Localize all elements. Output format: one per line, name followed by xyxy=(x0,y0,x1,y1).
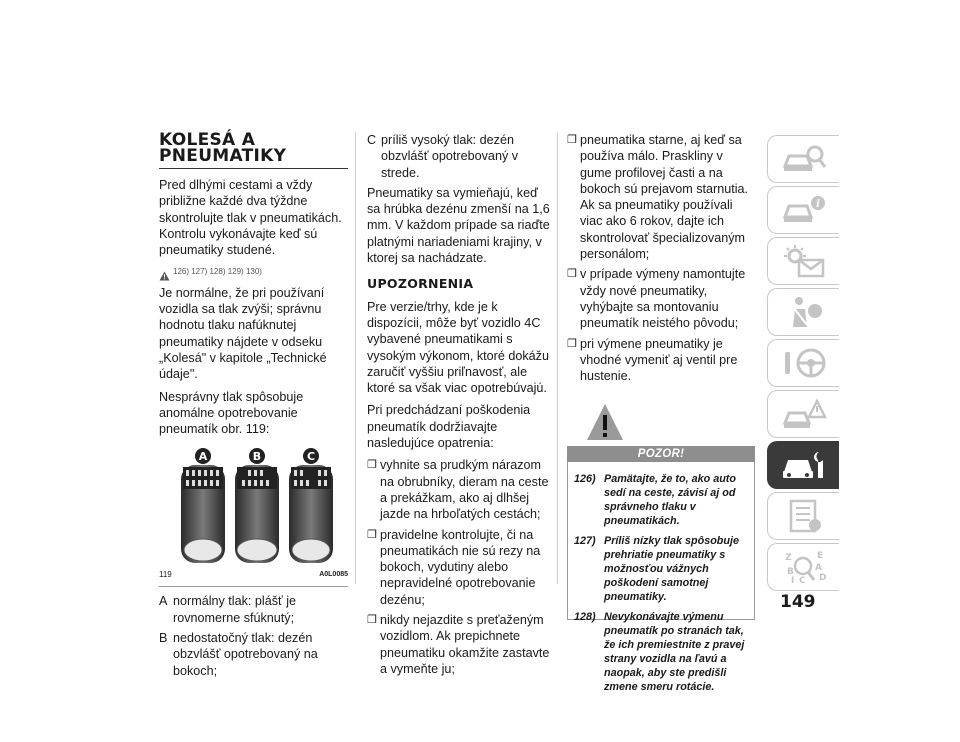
chapter-tab-warning-lights[interactable] xyxy=(767,237,839,285)
warning-box xyxy=(567,462,755,694)
warning-item-text: Nevykonávajte výmenu pneumatík po stranách tak, že ich premiestnite z pravej strany vozidla na ľavú a naopak, aby ste predišli zmene smeru rotácie. xyxy=(604,611,745,694)
chapter-tab-maintenance[interactable] xyxy=(767,441,839,489)
tire-wear-figure xyxy=(159,447,348,587)
checkbox-bullet-icon: ❐ xyxy=(367,614,377,627)
seatbelt-airbag-icon xyxy=(781,295,827,329)
bullet-item xyxy=(567,132,755,262)
bullet-text: vyhnite sa prudkým nárazom na obrubníky, dieram na ceste a prekážkam, ako aj dlhšej jazde na hrboľatých cestách; xyxy=(380,458,549,522)
section-title xyxy=(159,132,348,164)
section-title-line-2: PNEUMATIKY xyxy=(159,146,287,166)
bullet-text: nikdy nejazdite s preťaženým vozidlom. Ak prepichnete pneumatiku okamžite zastavte a vymeňte ju; xyxy=(380,613,550,676)
warning-item-number: 127) xyxy=(574,535,596,548)
bullet-item xyxy=(367,527,552,608)
list-item-text: príliš vysoký tlak: dezén obzvlášť opotrebovaný v strede. xyxy=(381,133,519,180)
figure-code: A0L0085 xyxy=(319,571,348,579)
figure-number: 119 xyxy=(159,570,172,580)
replacement-paragraph: Pneumatiky sa vymieňajú, keď sa hrúbka dezénu zmenší na 1,6 mm. V každom prípade sa riaďte platnými nariadeniami krajiny, v ktorej sa nachádzate. xyxy=(367,185,550,266)
warning-item-number: 126) xyxy=(574,473,596,486)
warning-item-number: 128) xyxy=(574,611,596,624)
bullet-text: pravidelne kontrolujte, či na pneumatikách nie sú rezy na bokoch, vydutiny alebo nepravidelné opotrebovanie dezénu; xyxy=(380,527,541,607)
car-wrench-icon xyxy=(781,448,827,482)
svg-text:B: B xyxy=(786,567,794,577)
checkbox-bullet-icon: ❐ xyxy=(367,528,377,541)
tire-a xyxy=(181,465,225,563)
tire-wear-illustration xyxy=(159,447,348,575)
list-item-text: normálny tlak: plášť je rovnomerne sfúknutý; xyxy=(173,594,297,625)
svg-text:i: i xyxy=(815,199,820,210)
list-item xyxy=(159,630,348,679)
tire-b xyxy=(235,465,279,563)
bullet-text: pneumatika starne, aj keď sa používa málo. Praskliny v gume profilovej časti a na bokoch sú prejavom starnutia. Ak sa pneumatiky používali viac ako 6 rokov, dajte ich skontrolovať špecializovaným personálom; xyxy=(580,133,749,262)
chapter-tab-emergency[interactable] xyxy=(767,390,839,438)
car-info-icon xyxy=(781,193,827,227)
list-item-marker: B xyxy=(159,631,168,646)
wear-paragraph: Nesprávny tlak spôsobuje anomálne opotrebovanie pneumatík obr. 119: xyxy=(159,389,304,437)
chapter-tab-starting-driving[interactable] xyxy=(767,339,839,387)
reference-numbers: 126) 127) 128) 129) 130) xyxy=(173,267,262,277)
svg-text:A: A xyxy=(814,563,822,573)
chapter-tab-instruments[interactable] xyxy=(767,186,839,234)
tire-label-a: A xyxy=(198,450,208,464)
svg-text:I: I xyxy=(790,576,794,584)
column-2 xyxy=(367,132,552,681)
warning-title: POZOR! xyxy=(567,446,755,462)
tire-label-c: C xyxy=(306,450,316,464)
column-3 xyxy=(567,132,755,694)
alphabet-index-icon xyxy=(781,550,827,584)
pressure-paragraph: Je normálne, že pri používaní vozidla sa tlak zvýši; správnu hodnotu tlaku nafúknutej pneumatiky nájdete v odseku „Kolesá" v kapitole „Technické údaje". xyxy=(159,285,327,382)
column-1 xyxy=(159,132,348,683)
column-divider xyxy=(557,132,558,584)
precautions-paragraph: Pri predchádzaní poškodenia pneumatík dodržiavajte nasledujúce opatrenia: xyxy=(367,403,531,451)
list-item xyxy=(159,593,348,626)
list-item-text: nedostatočný tlak: dezén obzvlášť opotrebovaný na bokoch; xyxy=(173,631,318,678)
chapter-tab-index[interactable] xyxy=(767,543,839,591)
chapter-tab-technical-data[interactable] xyxy=(767,492,839,540)
bullet-item xyxy=(567,336,755,385)
car-magnifier-icon xyxy=(781,142,827,176)
warning-item xyxy=(574,610,748,694)
section-heading: UPOZORNENIA xyxy=(367,276,474,292)
checkbox-bullet-icon: ❐ xyxy=(567,337,577,350)
warning-item-text: Pamätajte, že to, ako auto sedí na ceste, závisí aj od správneho tlaku v pneumatikách. xyxy=(604,473,736,528)
svg-text:Z: Z xyxy=(784,553,792,563)
warning-exclamation-icon xyxy=(585,402,625,442)
title-underline xyxy=(159,168,348,169)
checkbox-bullet-icon: ❐ xyxy=(567,134,577,146)
performance-tires-paragraph: Pre verzie/trhy, kde je k dispozícii, môže byť vozidlo 4C vybavené pneumatikami s vysokým výkonom, ktoré dokážu zaručiť vyššiu priľnavosť, ale ktoré sa však viac opotrebúvajú. xyxy=(367,299,549,396)
chapter-tab-safety[interactable] xyxy=(767,288,839,336)
warning-references xyxy=(159,264,348,280)
page-number: 149 xyxy=(780,592,816,612)
bullet-item xyxy=(367,457,552,522)
intro-paragraph: Pred dlhými cestami a vždy približne každé dva týždne skontrolujte tlak v pneumatikách. Kontrolu vykonávajte keď sú pneumatiky studené. xyxy=(159,178,342,258)
svg-text:D: D xyxy=(818,573,826,583)
tire-label-b: B xyxy=(252,450,262,464)
chapter-tab-knowing-car[interactable] xyxy=(767,135,839,183)
list-item xyxy=(367,132,552,181)
list-item-marker: C xyxy=(367,133,377,147)
warning-light-envelope-icon xyxy=(781,244,827,278)
warning-triangle-icon xyxy=(159,271,170,281)
list-item-marker: A xyxy=(159,594,168,609)
warning-item xyxy=(574,472,748,528)
warning-item-text: Príliš nízky tlak spôsobuje prehriatie pneumatiky s možnosťou vážnych poškodení samotnej pneumatiky. xyxy=(604,535,740,604)
column-divider xyxy=(355,132,356,584)
bullet-text: v prípade výmeny namontujte vždy nové pneumatiky, vyhýbajte sa montovaniu pneumatík neistého pôvodu; xyxy=(580,267,746,331)
steering-wheel-icon xyxy=(781,346,827,380)
car-crash-warning-icon xyxy=(781,397,827,431)
tire-c xyxy=(289,465,333,563)
svg-text:C: C xyxy=(798,576,806,584)
svg-text:E: E xyxy=(816,551,823,561)
warning-item xyxy=(574,534,748,604)
bullet-item xyxy=(567,266,755,331)
checkbox-bullet-icon: ❐ xyxy=(567,268,577,281)
section-title-line-1: KOLESÁ A xyxy=(159,130,256,150)
bullet-text: pri výmene pneumatiky je vhodné vymeniť aj ventil pre hustenie. xyxy=(580,336,738,384)
bullet-item xyxy=(367,612,552,677)
checkbox-bullet-icon: ❐ xyxy=(367,459,377,472)
document-list-icon xyxy=(781,499,827,533)
